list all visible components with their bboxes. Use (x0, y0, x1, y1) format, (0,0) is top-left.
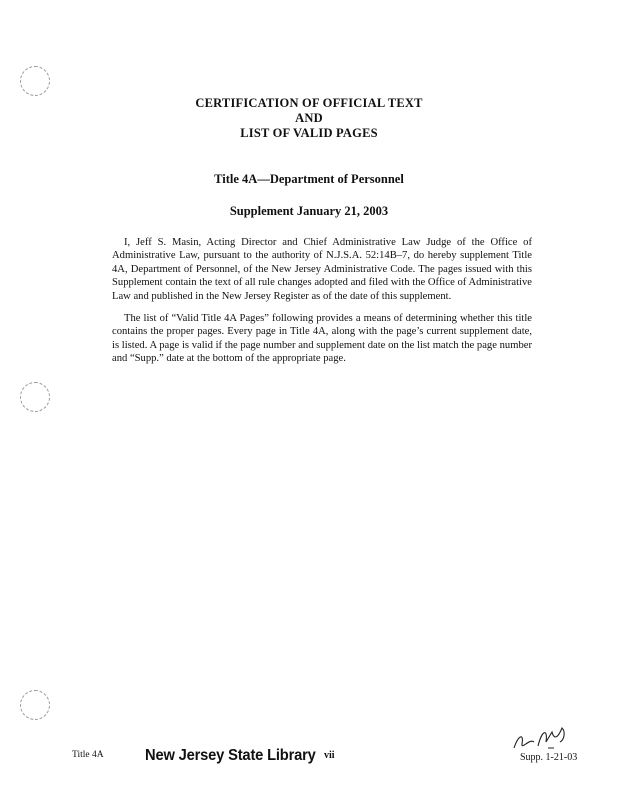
library-stamp: New Jersey State Library (145, 747, 316, 764)
punch-hole-bottom (20, 690, 50, 720)
title-line-2: AND (295, 111, 323, 125)
title-subtitle: Title 4A—Department of Personnel (214, 172, 404, 186)
punch-hole-top (20, 66, 50, 96)
punch-hole-middle (20, 382, 50, 412)
valid-pages-paragraph: The list of “Valid Title 4A Pages” following provides a means of determining whether this title contains the proper pages. Every page in Title 4A, along with the page’s current supplement date, is listed. A page is valid if the page number and supplement date on the list match the page number and “Supp.” date at the bottom of the appropriate page. (112, 313, 532, 365)
title-line-1: CERTIFICATION OF OFFICIAL TEXT (195, 96, 423, 110)
title-line-3: LIST OF VALID PAGES (240, 126, 378, 140)
footer-title: Title 4A (72, 750, 104, 760)
footer-page-number: vii (324, 750, 335, 761)
supplement-date-heading: Supplement January 21, 2003 (229, 204, 389, 218)
certification-paragraph: I, Jeff S. Masin, Acting Director and Chief Administrative Law Judge of the Office of Administrative Law, pursuant to the authority of N.J.S.A. 52:14B–7, do hereby supplement Title 4A, Department of Personnel, of the New Jersey Administrative Code. The pages issued with this Supplement contain the text of all rule changes adopted and filed with the Office of Administrative Law and published in the New Jersey Register as of the date of this supplement. (112, 237, 532, 302)
page-title (0, 96, 618, 141)
footer-supplement-date: Supp. 1-21-03 (520, 752, 578, 763)
